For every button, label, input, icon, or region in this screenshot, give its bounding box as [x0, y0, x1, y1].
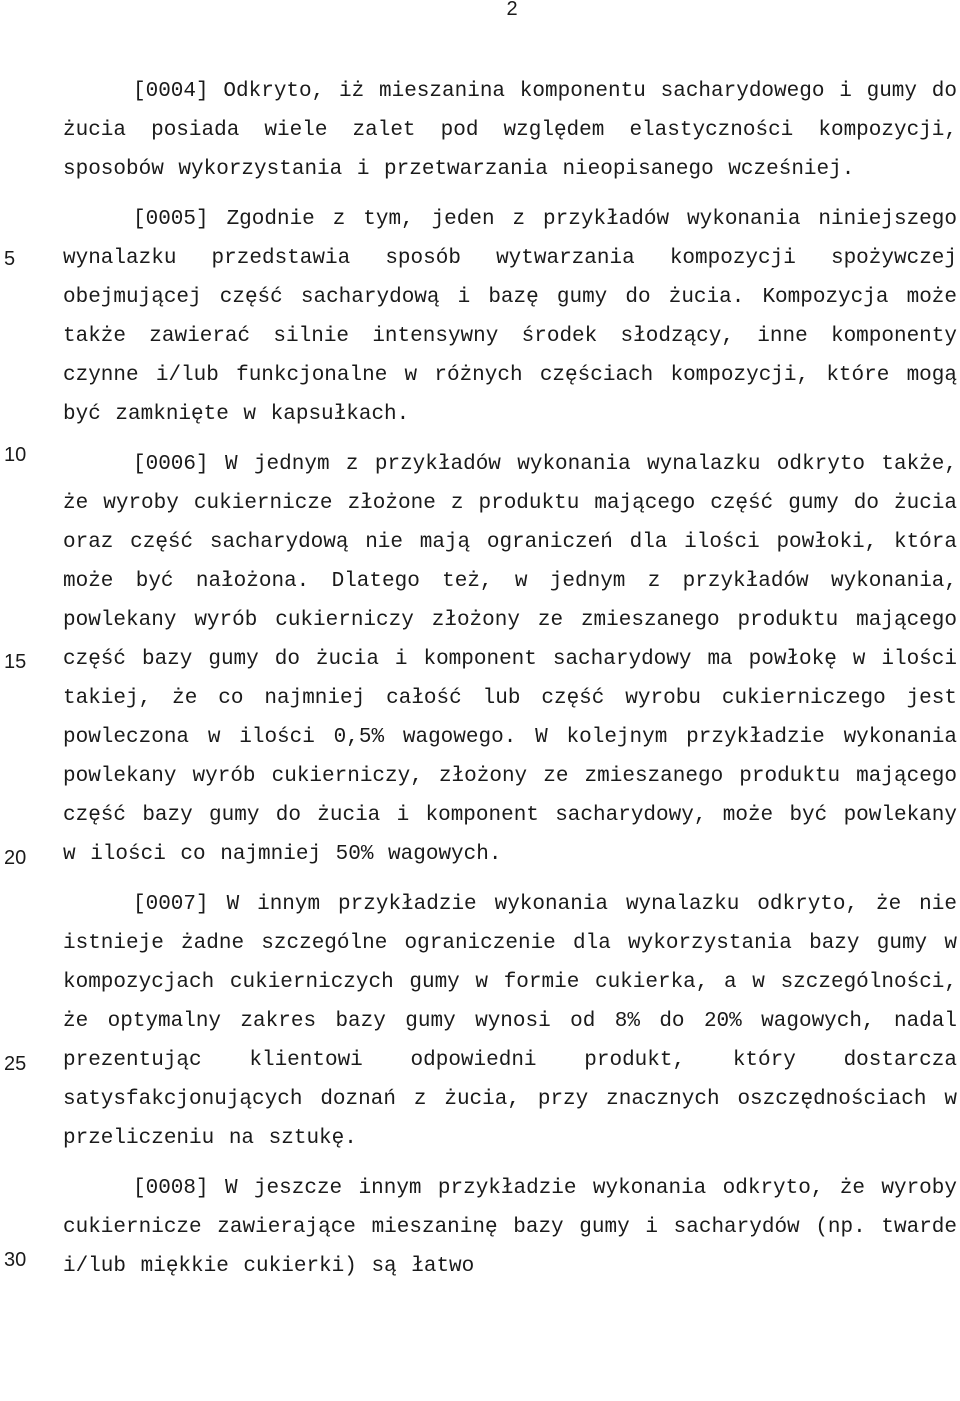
paragraph-0006 — [63, 445, 957, 874]
line-number-20: 20 — [4, 847, 27, 869]
paragraph-0005 — [63, 200, 957, 434]
paragraph-text: W jednym z przykładów wykonania wynalazku odkryto także, że wyroby cukiernicze złożone z produktu mającego część gumy do żucia oraz część sacharydową nie mają ograniczeń dla ilości powłoki, która może być nałożona. Dlatego też, w jednym z przykładów wykonania, powlekany wyrób cukierniczy złożony ze zmieszanego produktu mającego część bazy gumy do żucia i komponent sacharydowy ma powłokę w ilości takiej, że co najmniej całość lub część wyrobu cukierniczego jest powleczona w ilości 0,5% wagowego. W kolejnym przykładzie wykonania powlekany wyrób cukierniczy, złożony ze zmieszanego produktu mającego część bazy gumy do żucia i komponent sacharydowy, może być powlekany w ilości co najmniej 50% wagowych. — [63, 453, 957, 866]
line-number-25: 25 — [4, 1053, 27, 1075]
line-number-30: 30 — [4, 1249, 27, 1271]
paragraph-tag: [0004] — [133, 80, 209, 103]
paragraph-text: W innym przykładzie wykonania wynalazku odkryto, że nie istnieje żadne szczególne ograniczenie dla wykorzystania bazy gumy w kompozycjach cukierniczych gumy w formie cukierka, a w szczególności, że optymalny zakres bazy gumy wynosi od 8% do 20% wagowych, nadal prezentując klientowi odpowiedni produkt, który dostarcza satysfakcjonujących doznań z żucia, przy znacznych oszczędnościach w przeliczeniu na sztukę. — [63, 893, 957, 1150]
page-number: 2 — [506, 0, 518, 20]
document-body — [63, 72, 957, 1286]
paragraph-tag: [0006] — [133, 453, 209, 476]
paragraph-text: Odkryto, iż mieszanina komponentu sacharydowego i gumy do żucia posiada wiele zalet pod względem elastyczności kompozycji, sposobów wykorzystania i przetwarzania nieopisanego wcześniej. — [63, 80, 957, 181]
line-number-15: 15 — [4, 651, 27, 673]
line-number-5: 5 — [4, 248, 16, 270]
paragraph-0008 — [63, 1169, 957, 1286]
paragraph-tag: [0007] — [133, 893, 209, 916]
line-number-10: 10 — [4, 444, 27, 466]
paragraph-tag: [0005] — [133, 208, 209, 231]
paragraph-text: Zgodnie z tym, jeden z przykładów wykonania niniejszego wynalazku przedstawia sposób wytwarzania kompozycji spożywczej obejmującej część sacharydową i bazę gumy do żucia. Kompozycja może także zawierać silnie intensywny środek słodzący, inne komponenty czynne i/lub funkcjonalne w różnych częściach kompozycji, które mogą być zamknięte w kapsułkach. — [63, 208, 957, 426]
paragraph-0007 — [63, 885, 957, 1158]
paragraph-0004 — [63, 72, 957, 189]
paragraph-tag: [0008] — [133, 1177, 209, 1200]
paragraph-text: W jeszcze innym przykładzie wykonania odkryto, że wyroby cukiernicze zawierające mieszaninę bazy gumy i sacharydów (np. twarde i/lub miękkie cukierki) są łatwo — [63, 1177, 957, 1278]
